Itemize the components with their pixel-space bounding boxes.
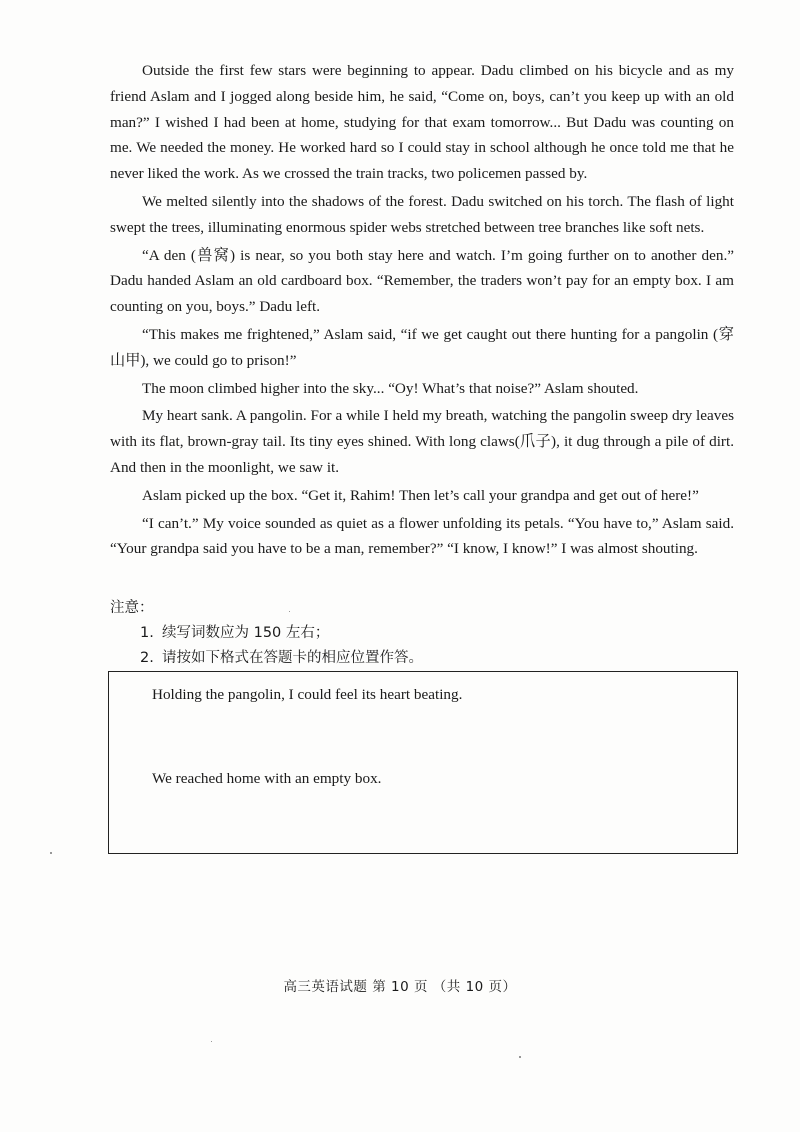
story-passage [110, 58, 734, 564]
scan-speck [50, 852, 52, 854]
story-paragraph-4: “This makes me frightened,” Aslam said, “if we get caught out there hunting for a pangolin (穿山甲), we could go to prison!” [110, 325, 734, 369]
story-paragraph-3: “A den (兽窝) is near, so you both stay here and watch. I’m going further on to another den.” Dadu handed Aslam an old cardboard box. “Remember, the traders won’t pay for an empty box. I am counting on you, boys.” Dadu left. [110, 246, 734, 316]
scan-speck [211, 1041, 212, 1042]
instruction-text: 续写词数应为 150 左右； [162, 625, 330, 641]
instruction-text: 请按如下格式在答题卡的相应位置作答。 [162, 650, 423, 666]
instruction-number: 1. [140, 625, 154, 641]
story-paragraph-2: We melted silently into the shadows of the forest. Dadu switched on his torch. The flash of light swept the trees, illuminating enormous spider webs stretched between tree branches like soft nets. [110, 192, 734, 236]
answer-box [108, 671, 738, 854]
story-paragraph-6: My heart sank. A pangolin. For a while I held my breath, watching the pangolin sweep dry leaves with its flat, brown-gray tail. Its tiny eyes shined. With long claws(爪子), it dug through a pile of dirt. And then in the moonlight, we saw it. [110, 407, 734, 476]
scan-speck [289, 611, 290, 612]
instruction-number: 2. [140, 650, 154, 666]
scan-speck [519, 1056, 521, 1058]
paragraph-2-opening: We reached home with an empty box. [152, 770, 382, 787]
story-paragraph-1: Outside the first few stars were beginning to appear. Dadu climbed on his bicycle and as my friend Aslam and I jogged along beside him, he said, “Come on, boys, can’t you keep up with an old man?” I wished I had been at home, studying for that exam tomorrow... But Dadu was counting on me. We needed the money. He worked hard so I could stay in school although he once told me that he never liked the work. As we crossed the train tracks, two policemen passed by. [110, 62, 734, 183]
instructions-list [110, 621, 730, 671]
instruction-item [140, 621, 730, 646]
paragraph-1-opening: Holding the pangolin, I could feel its heart beating. [152, 686, 463, 703]
page-footer: 高三英语试题 第 10 页 （共 10 页） [283, 979, 517, 995]
instruction-item [140, 646, 730, 671]
story-paragraph-8: “I can’t.” My voice sounded as quiet as a flower unfolding its petals. “You have to,” Aslam said. “Your grandpa said you have to be a man, remember?” “I know, I know!” I was almost shouting. [110, 514, 734, 558]
story-paragraph-5: The moon climbed higher into the sky... “Oy! What’s that noise?” Aslam shouted. [142, 379, 639, 397]
story-paragraph-7: Aslam picked up the box. “Get it, Rahim! Then let’s call your grandpa and get out of here!” [142, 486, 699, 504]
instructions [110, 596, 730, 671]
instructions-title: 注意： [110, 600, 154, 616]
